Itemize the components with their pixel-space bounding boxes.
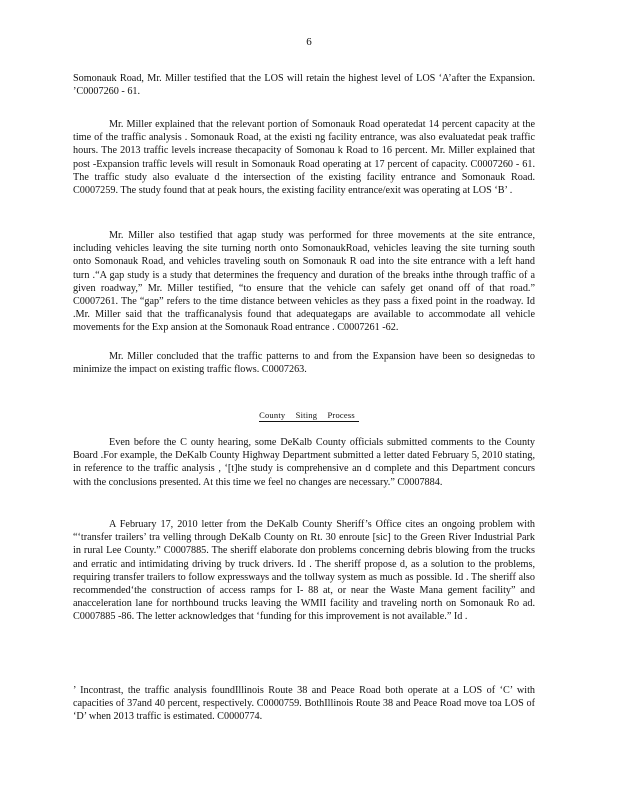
paragraph-sheriff-letter <box>73 518 535 624</box>
paragraph-text: Mr. Miller also testified that agap study was performed for three movements at the site entrance, including vehicles leaving the site turning north onto SomonaukRoad, vehicles leaving the site turning south onto Somonauk Road, and vehicles traveling south on Somonauk R oad into the site entrance with a left hand turn .“A gap study is a study that determines the frequency and duration of the breaks inthe through traffic of a given roadway,” Mr. Miller testified, “to ensure that the vehicle can safely get onand off of that road.” C0007261. The “gap” refers to the time distance between vehicles as they pass a fixed point in the roadway. Id .Mr. Miller said that the trafficanalysis found that adequategaps are available to accommodate all vehicle movements for the Exp ansion at the Somonauk Road entrance . C0007261 -62. <box>73 230 535 334</box>
footnote-divider <box>73 672 213 673</box>
section-heading-text: County Siting Process <box>259 409 359 422</box>
section-heading <box>0 409 618 422</box>
paragraph-text: Somonauk Road, Mr. Miller testified that the LOS will retain the highest level of LOS ‘A’after the Expansion. ’C0007260 - 61. <box>73 73 535 98</box>
paragraph-text: Mr. Miller concluded that the traffic patterns to and from the Expansion have been so designedas to minimize the impact on existing traffic flows. C0007263. <box>73 351 535 376</box>
footnote <box>73 684 535 724</box>
paragraph-text: A February 17, 2010 letter from the DeKalb County Sheriff’s Office cites an ongoing problem with “‘transfer trailers’ tra velling through DeKalb County on Rt. 30 enroute [sic] to the Green River Industrial Park in rural Lee County.” C0007885. The sheriff elaborate don problems concerning debris blowing from the trucks and erratic and intimidating driving by truck drivers. Id . The sheriff propose d, as a solution to the problems, requiring transfer trailers to follow expressways and the tollway system as much as possible. Id . The sheriff also recommended‘the construction of access ramps for I- 88 at, or near the Waste Mana gement facility” and anacceleration lane for northbound trucks leaving the WMII facility and traveling north on Somonauk Ro ad. C0007885 -86. The letter acknowledges that ‘funding for this improvement is not available.” Id . <box>73 519 535 623</box>
paragraph-continuation <box>73 72 535 98</box>
paragraph-conclusion <box>73 350 535 376</box>
paragraph-capacity <box>73 118 535 197</box>
page-number: 6 <box>306 36 312 48</box>
paragraph-text: Mr. Miller explained that the relevant portion of Somonauk Road operatedat 14 percent capacity at the time of the traffic analysis . Somonauk Road, at the existi ng facility entrance, was also evaluatedat peak traffic hours. The 2013 traffic levels increase thecapacity of Somonau k Road to 16 percent. Mr. Miller explained that post -Expansion traffic levels will result in Somonauk Road operating at 17 percent of capacity. C0007260 - 61. The traffic study also evaluate d the intersection of the existing facility entrance and Somonauk Road. C0007259. The study found that at peak hours, the existing facility entrance/exit was operating at LOS ‘B’ . <box>73 119 535 197</box>
paragraph-gap-study <box>73 229 535 335</box>
paragraph-text: Even before the C ounty hearing, some DeKalb County officials submitted comments to the County Board .For example, the DeKalb County Highway Department submitted a letter dated February 5, 2010 stating, in reference to the traffic analysis , ‘[t]he study is comprehensive an d complete and this Department concurs with the conclusions presented. At this time we feel no changes are necessary.” C0007884. <box>73 437 535 488</box>
paragraph-highway-department <box>73 436 535 489</box>
footnote-text: ’ Incontrast, the traffic analysis foundIllinois Route 38 and Peace Road both operate at a LOS of ‘C’ with capacities of 37and 40 percent, respectively. C0000759. BothIllinois Route 38 and Peace Road move toa LOS of ‘D’ when 2013 traffic is estimated. C0000774. <box>73 685 535 723</box>
